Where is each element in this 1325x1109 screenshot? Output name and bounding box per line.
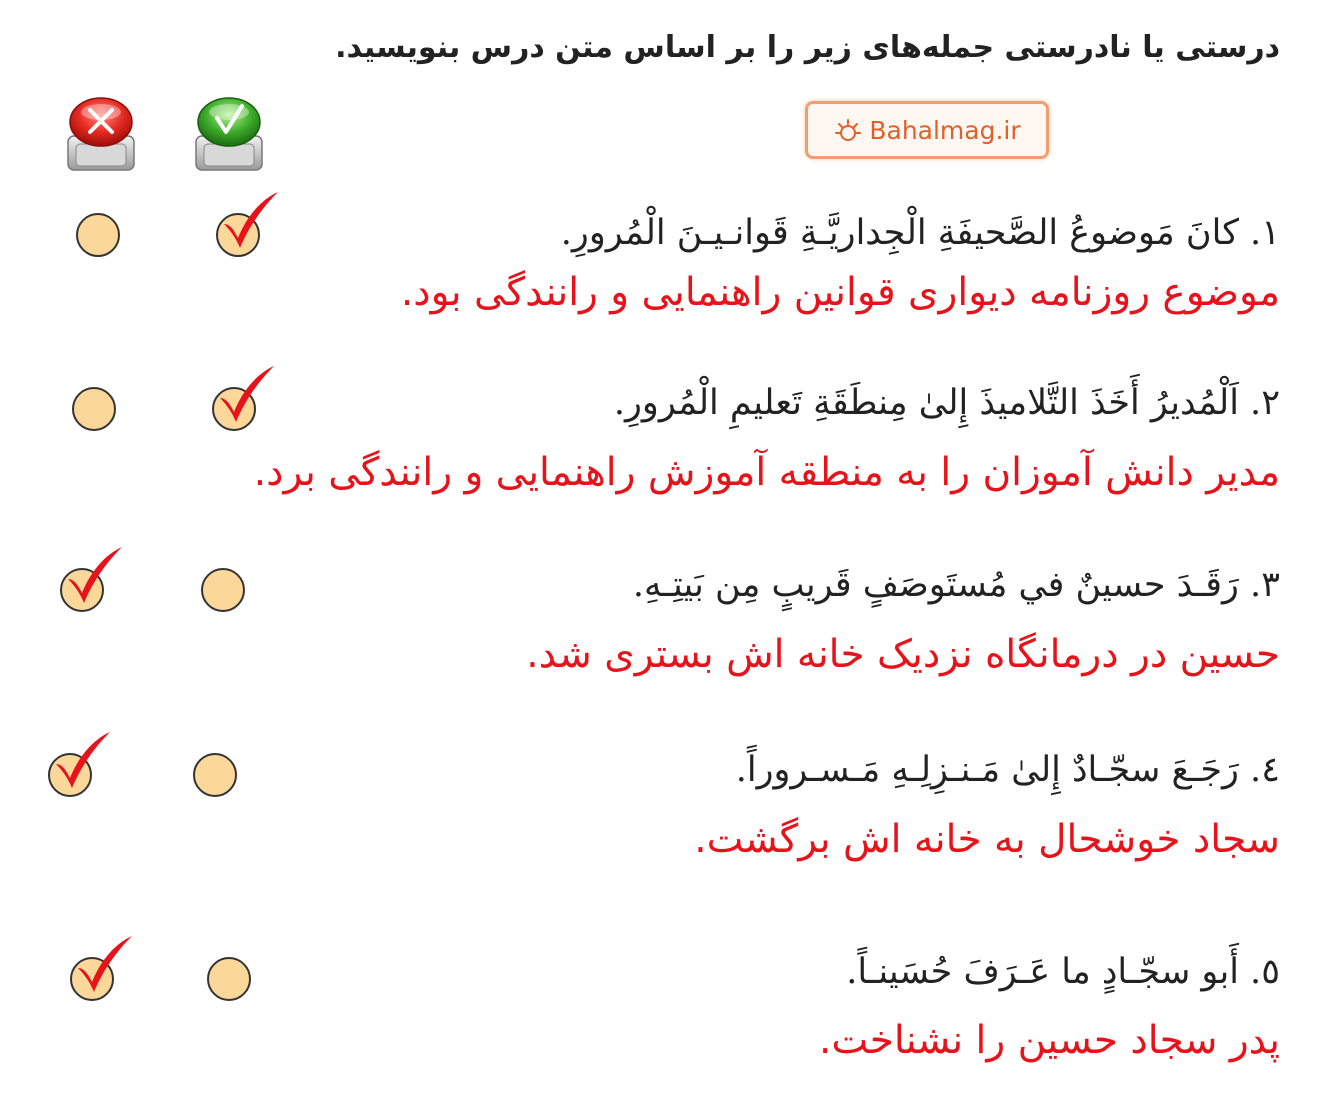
question-2-arabic: ٢. اَلْمُديرُ أَخَذَ التَّلاميذَ إِلىٰ مِنطَقَةِ تَعليمِ الْمُرورِ. [613,383,1280,423]
question-4-answer: سجاد خوشحال به خانه اش برگشت. [694,817,1280,862]
q1-false-circle[interactable] [76,213,120,257]
q2-false-circle[interactable] [72,387,116,431]
watermark-text: Bahalmag.ir [869,115,1021,145]
red-x-button-icon [64,92,138,176]
question-2-answer: مدیر دانش آموزان را به منطقه آموزش راهنمایی و رانندگی برد. [253,450,1280,495]
question-5-answer: پدر سجاد حسین را نشناخت. [819,1018,1280,1063]
watermark-logo [805,101,1049,159]
question-1-arabic: ١. كانَ مَوضوعُ الصَّحيفَةِ الْجِداريَّـةِ قَوانـيـنَ الْمُرورِ. [560,213,1280,253]
q3-true-circle[interactable] [201,568,245,612]
question-3-answer: حسین در درمانگاه نزدیک خانه اش بستری شد. [526,632,1280,677]
q5-true-circle[interactable] [207,957,251,1001]
sun-logo-icon [833,115,863,145]
green-check-button-icon [192,92,266,176]
q4-true-circle[interactable] [193,753,237,797]
q3-false-circle[interactable] [60,568,104,612]
q5-false-circle[interactable] [70,957,114,1001]
question-4-arabic: ٤. رَجَـعَ سجّـادٌ إِلىٰ مَـنـزِلِـهِ مَـسـروراً. [735,750,1280,790]
q2-true-circle[interactable] [212,387,256,431]
question-3-arabic: ٣. رَقَـدَ حسينٌ في مُستَوصَفٍ قَريبٍ مِن بَيتِـهِ. [632,565,1280,605]
instruction-title: درستی یا نادرستی جمله‌های زیر را بر اساس متن درس بنویسید. [335,30,1280,65]
q1-true-circle[interactable] [216,213,260,257]
question-5-arabic: ٥. أَبو سجّـادٍ ما عَـرَفَ حُسَينـاً. [846,952,1280,992]
question-1-answer: موضوع روزنامه دیواری قوانین راهنمایی و رانندگی بود. [400,270,1280,315]
q4-false-circle[interactable] [48,753,92,797]
